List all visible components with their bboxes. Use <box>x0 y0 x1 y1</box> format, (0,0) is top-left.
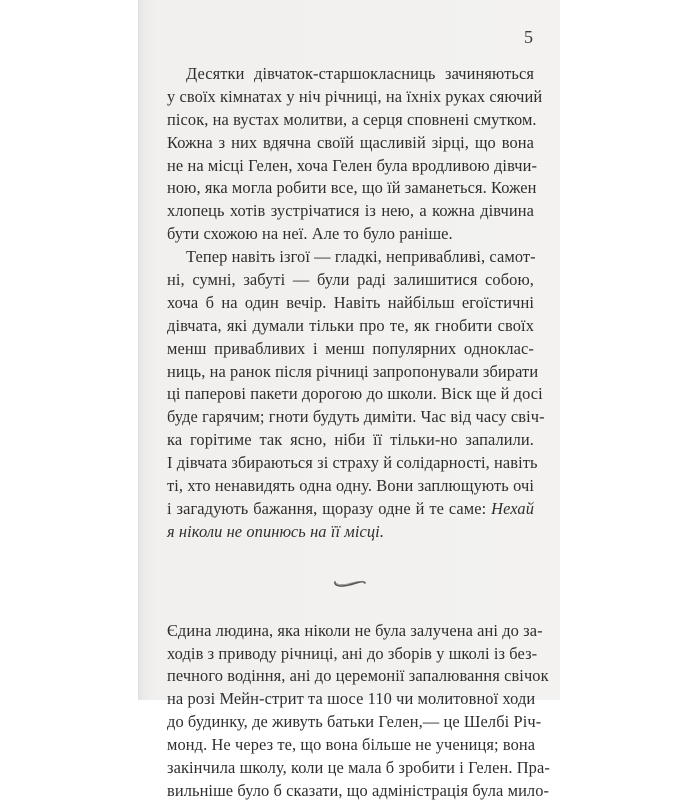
text-line: І дівчата збираються зі страху й солідарності, навіть <box>167 453 538 473</box>
text-line: ка горітиме так ясно, ніби її тільки-но запалили. <box>167 430 534 450</box>
text-line: печного водіння, ані до церемонії запалювання свічок <box>167 666 549 686</box>
text-line: на розі Мейн-стрит та шосе 110 чи молитовної ходи <box>167 689 536 709</box>
paragraph-3 <box>167 620 550 803</box>
text-line: ходів з приводу річниці, ані до зборів у школі із без- <box>167 643 538 663</box>
italic-wish: Нехай <box>491 498 535 518</box>
text-line: Кожна з них вдячна своїй щасливій зірці, що вона <box>167 132 534 152</box>
italic-line <box>167 521 534 544</box>
text-fragment: і загадують бажання, щоразу одне й те саме: <box>167 498 487 518</box>
body-text <box>167 63 550 803</box>
book-page <box>138 0 560 800</box>
text-line: буде гарячим; гноти будуть диміти. Час від часу свіч- <box>167 407 545 427</box>
text-line: закінчила школу, коли це мала б зробити і Гелен. Пра- <box>167 758 550 778</box>
text-line: ці паперові пакети дорогою до школи. Віск ще й досі <box>167 384 543 404</box>
text-line: вильніше було б сказати, що адміністрація була мило- <box>167 780 550 800</box>
paragraph-2 <box>167 246 545 544</box>
swash-ornament-icon <box>333 577 367 589</box>
section-separator <box>167 544 534 620</box>
text-line: ною, яка могла робити все, що їй заманеться. Кожен <box>167 178 537 198</box>
text-line: менш привабливих і менш популярних одноклас- <box>167 338 534 358</box>
text-line: хоча б на один вечір. Навіть найбільш егоїстичні <box>167 292 534 312</box>
text-line: дівчата, які думали тільки про те, як гнобити своїх <box>167 315 534 335</box>
text-line: Десятки дівчаток-старшокласниць зачиняються <box>186 64 534 83</box>
paragraph-1 <box>167 63 543 246</box>
text-line: монд. Не через те, що вона більше не учениця; вона <box>167 735 536 755</box>
text-line: бути схожою на неї. Але то було раніше. <box>167 224 453 244</box>
text-line: ниць, на ранок після річниці запропонували збирати <box>167 361 539 381</box>
page-number: 5 <box>524 27 533 47</box>
text-line: пісок, на вустах молитви, а серця сповнені смутком. <box>167 109 537 129</box>
text-line: Тепер навіть ізгої — гладкі, непривабливі, самот- <box>186 247 536 267</box>
text-line: до будинку, де живуть батьки Гелен,— це Шелбі Річ- <box>167 712 542 732</box>
text-line: ті, хто ненавидять одна одну. Вони заплющують очі <box>167 476 534 496</box>
text-line: не на місці Гелен, хоча Гелен була вродливою дівчи- <box>167 155 538 175</box>
text-line: ні, сумні, забуті — були раді залишитися собою, <box>167 270 534 290</box>
text-line: Єдина людина, яка ніколи не була залучена ані до за- <box>167 620 543 640</box>
italic-wish-continued: я ніколи не опинюсь на її місці. <box>167 521 385 541</box>
text-line-with-italic <box>167 498 534 521</box>
text-line: у своїх кімнатах у ніч річниці, на їхніх руках сяючий <box>167 86 543 106</box>
text-line: хлопець хотів зустрічатися із нею, а кожна дівчина <box>167 201 534 221</box>
